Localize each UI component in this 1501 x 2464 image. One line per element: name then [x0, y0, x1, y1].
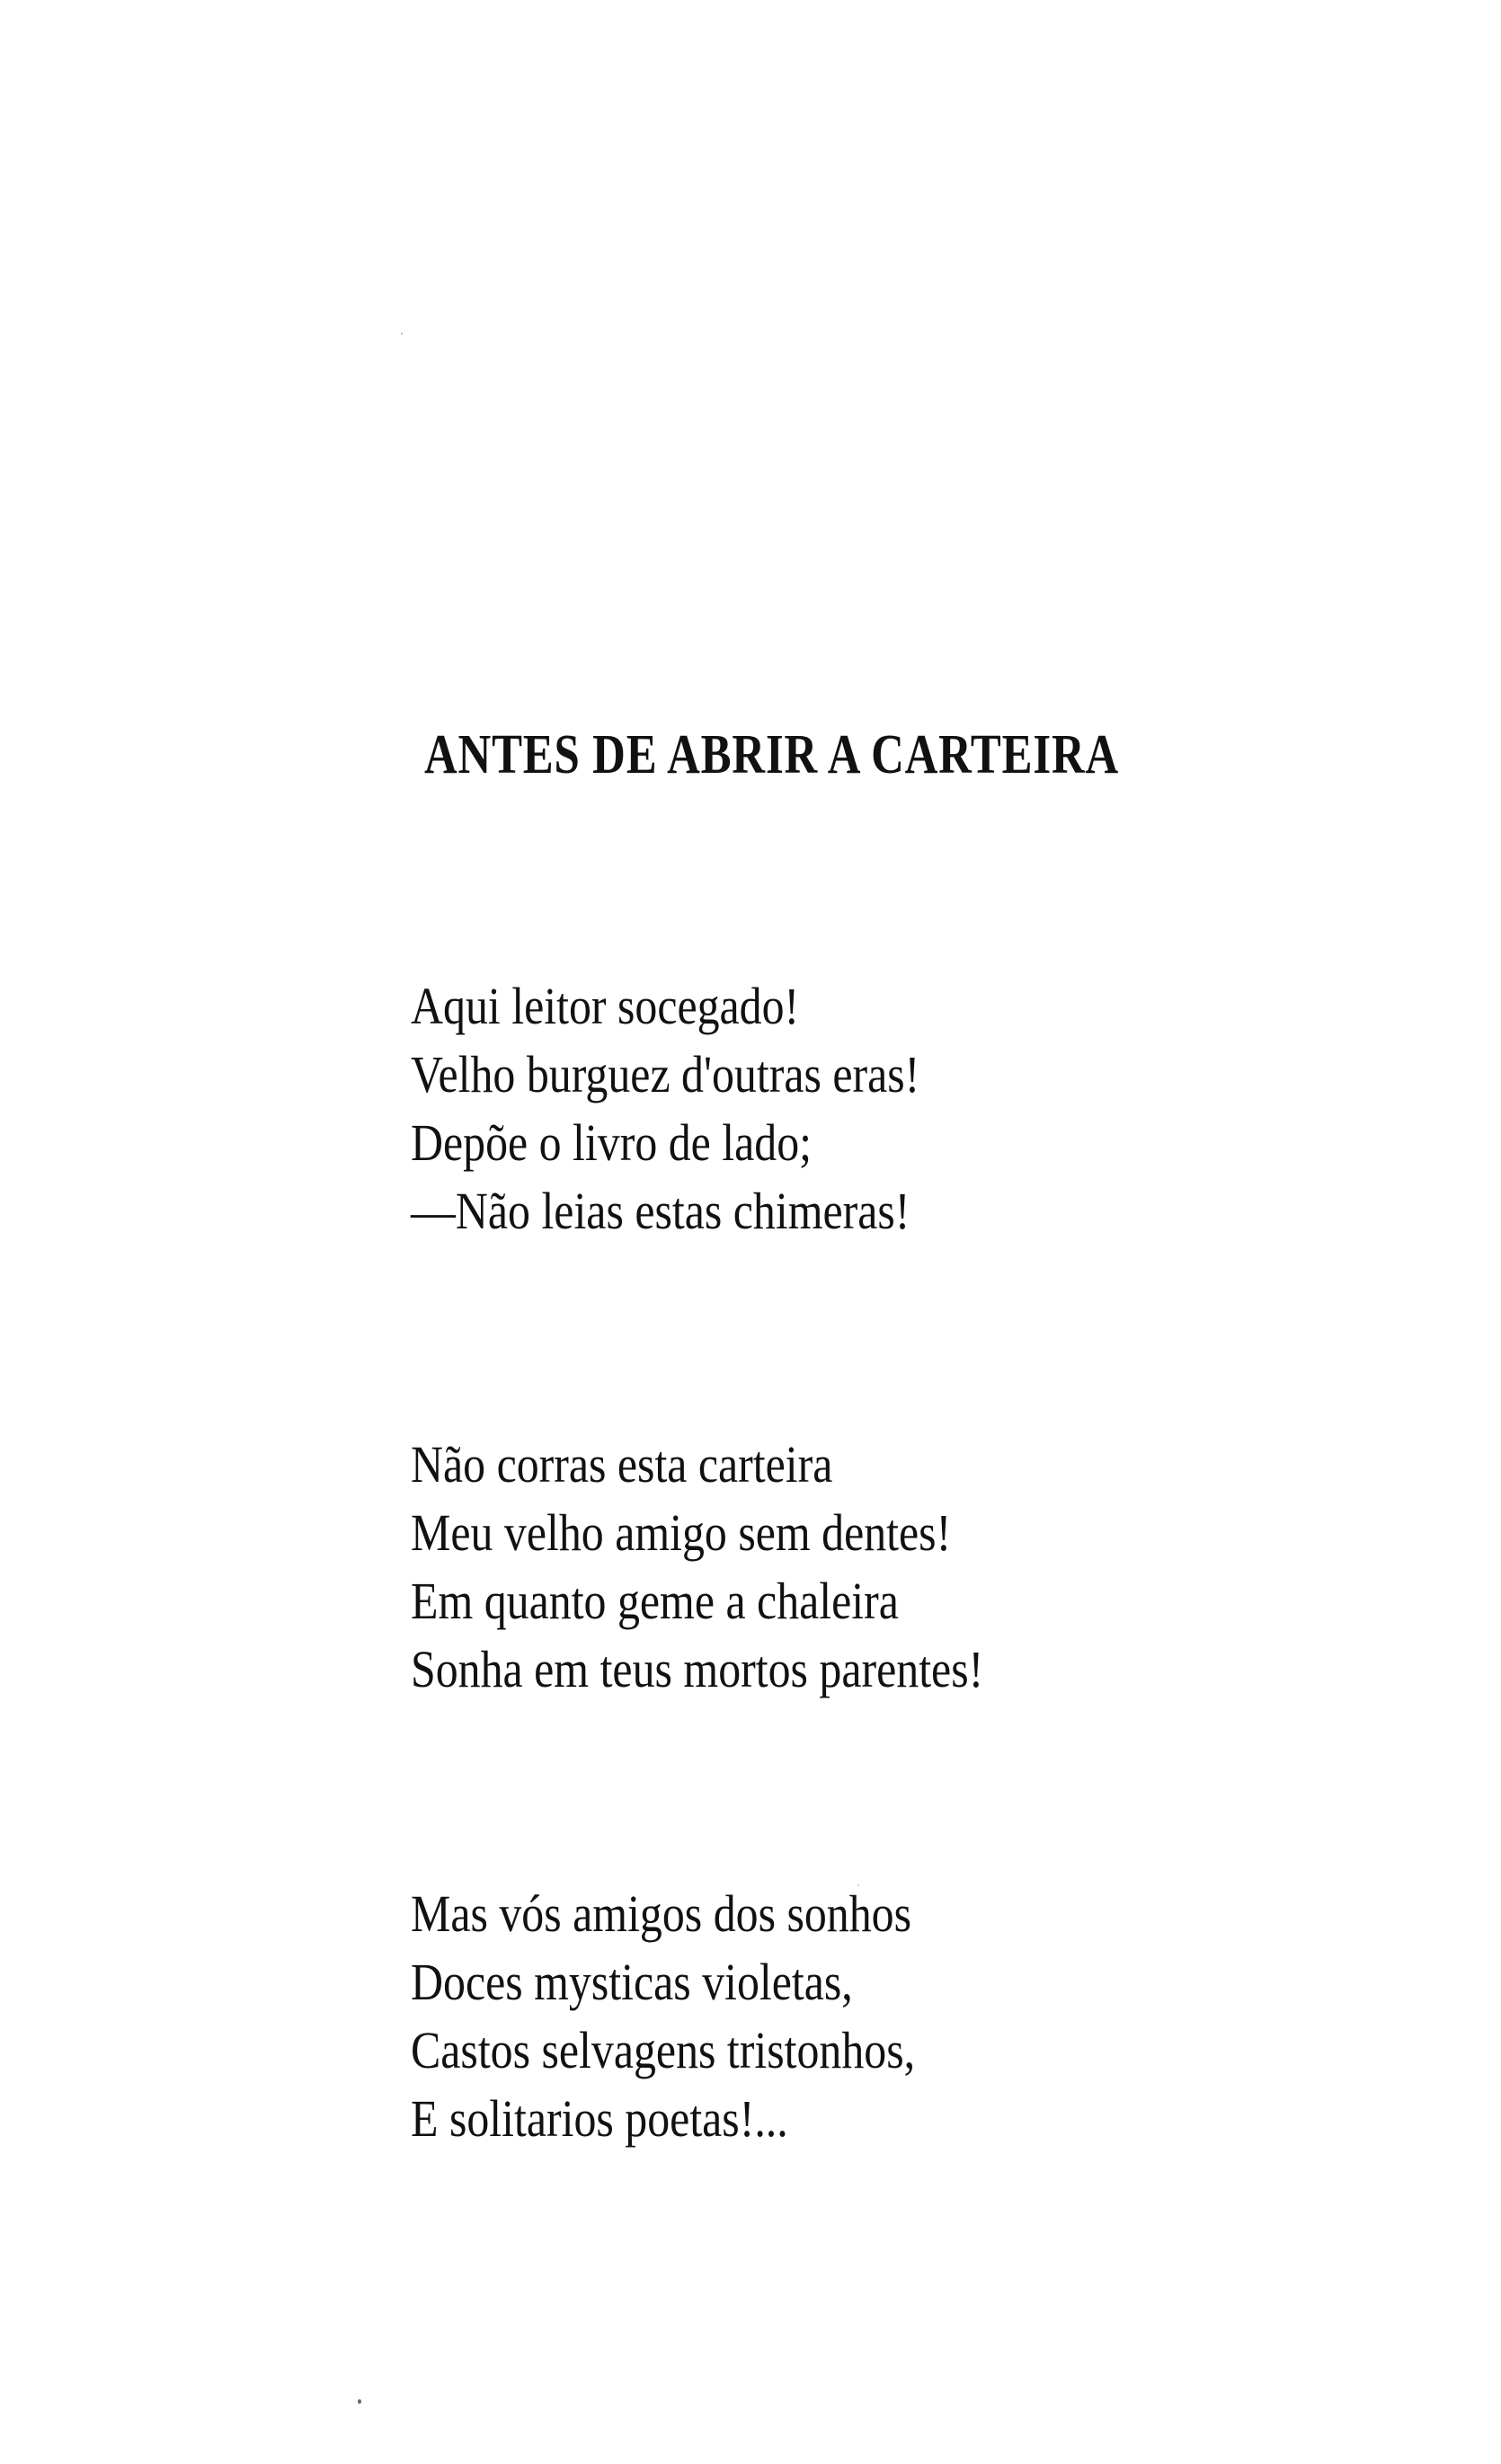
verse-line: Sonha em teus mortos parentes! — [411, 1640, 984, 1698]
verse-line: E solitarios poetas!... — [411, 2089, 788, 2148]
poem-title: ANTES DE ABRIR A CARTEIRA — [424, 724, 1120, 785]
verse-line: Em quanto geme a chaleira — [411, 1572, 899, 1630]
verse-line: Castos selvagens tristonhos, — [411, 2021, 916, 2079]
stanza — [411, 1880, 997, 2153]
print-speck — [857, 1884, 859, 1886]
verse-line: Mas vós amigos dos sonhos — [411, 1884, 912, 1943]
verse-line: Não corras esta carteira — [411, 1435, 833, 1493]
print-speck — [401, 332, 403, 335]
verse-line: Meu velho amigo sem dentes! — [411, 1503, 952, 1562]
verse-line: Velho burguez d'outras eras! — [411, 1045, 920, 1103]
print-speck — [358, 2399, 361, 2404]
stanza — [411, 972, 1002, 1245]
verse-line: Doces mysticas violetas, — [411, 1953, 853, 2011]
stanza — [411, 1431, 1077, 1704]
verse-line: Aqui leitor socegado! — [411, 977, 800, 1035]
verse-line: —Não leias estas chimeras! — [411, 1182, 910, 1240]
verse-line: Depõe o livro de lado; — [411, 1113, 813, 1172]
